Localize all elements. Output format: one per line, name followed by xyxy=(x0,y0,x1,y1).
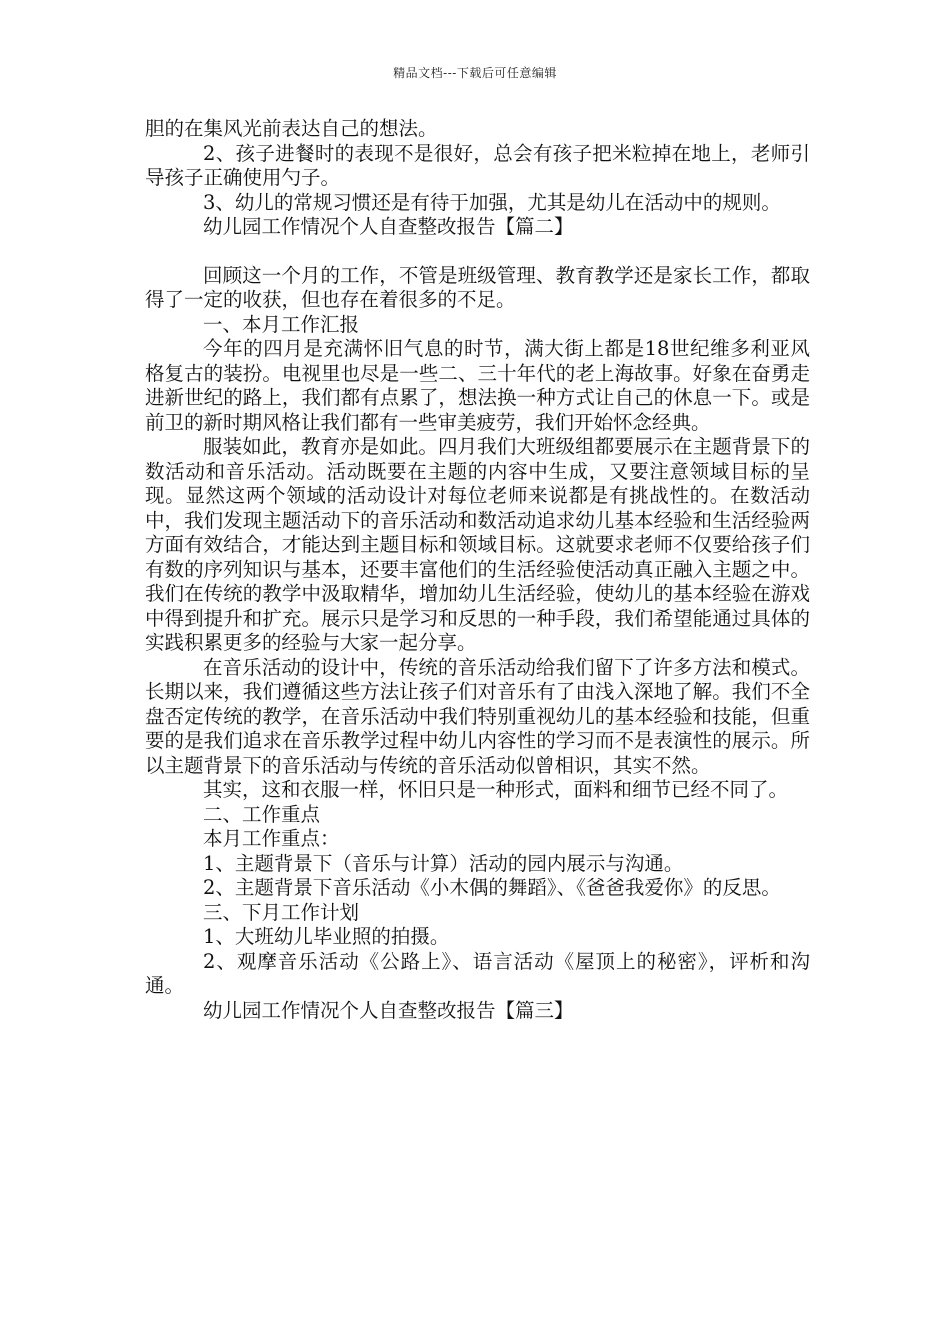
list-item: 1、主题背景下（音乐与计算）活动的园内展示与沟通。 xyxy=(203,851,684,875)
document-body xyxy=(145,117,810,1023)
section-heading: 三、下月工作计划 xyxy=(203,900,360,924)
paragraph: 其实，这和衣服一样，怀旧只是一种形式，面料和细节已经不同了。 xyxy=(203,778,789,801)
paragraph: 3、幼儿的常规习惯还是有待于加强，尤其是幼儿在活动中的规则。 xyxy=(203,190,781,214)
list-item: 1、大班幼儿毕业照的拍摄。 xyxy=(203,925,450,948)
paragraph: 胆的在集风光前表达自己的想法。 xyxy=(145,117,438,140)
blank-line xyxy=(145,240,810,264)
paragraph: 在音乐活动的设计中，传统的音乐活动给我们留下了许多方法和模式。长期以来，我们遵循这些方法让孩子们对音乐有了由浅入深地了解。我们不全盘否定传统的教学，在音乐活动中我们特别重视幼儿的基本经验和技能，但重要的是我们追求在音乐教学过程中幼儿内容性的学习而不是表演性的展示。所以主题背景下的音乐活动与传统的音乐活动似曾相识，其实不然。 xyxy=(145,655,810,777)
section-title: 幼儿园工作情况个人自查整改报告【篇二】 xyxy=(203,215,574,238)
paragraph: 2、孩子进餐时的表现不是很好，总会有孩子把米粒掉在地上，老师引导孩子正确使用勺子。 xyxy=(145,141,810,189)
list-item: 2、主题背景下音乐活动《小木偶的舞蹈》、《爸爸我爱你》的反思。 xyxy=(203,876,781,899)
section-title: 幼儿园工作情况个人自查整改报告【篇三】 xyxy=(203,998,574,1022)
paragraph: 回顾这一个月的工作，不管是班级管理、教育教学还是家长工作，都取得了一定的收获，但也存在着很多的不足。 xyxy=(145,263,810,311)
paragraph: 今年的四月是充满怀旧气息的时节，满大街上都是18世纪维多利亚风格复古的装扮。电视里也尽是一些二、三十年代的老上海故事。好象在奋勇走进新世纪的路上，我们都有点累了，想法换一种方式让自己的休息一下。或是前卫的新时期风格让我们都有一些审美疲劳，我们开始怀念经典。 xyxy=(145,337,810,434)
paragraph: 本月工作重点： xyxy=(203,827,340,850)
page-header: 精品文档---下载后可任意编辑 xyxy=(393,66,557,80)
section-heading: 二、工作重点 xyxy=(203,802,321,826)
list-item: 2、观摩音乐活动《公路上》、语言活动《屋顶上的秘密》，评析和沟通。 xyxy=(145,949,810,997)
section-heading: 一、本月工作汇报 xyxy=(203,312,360,336)
paragraph: 服装如此，教育亦是如此。四月我们大班级组都要展示在主题背景下的数活动和音乐活动。活动既要在主题的内容中生成，又要注意领域目标的呈现。显然这两个领域的活动设计对每位老师来说都是有挑战性的。在数活动中，我们发现主题活动下的音乐活动和数活动追求幼儿基本经验和生活经验两方面有效结合，才能达到主题目标和领域目标。这就要求老师不仅要给孩子们有数的序列知识与基本，还要丰富他们的生活经验使活动真正融入主题之中。我们在传统的教学中汲取精华，增加幼儿生活经验，使幼儿的基本经验在游戏中得到提升和扩充。展示只是学习和反思的一种手段，我们希望能通过具体的实践积累更多的经验与大家一起分享。 xyxy=(145,435,810,654)
